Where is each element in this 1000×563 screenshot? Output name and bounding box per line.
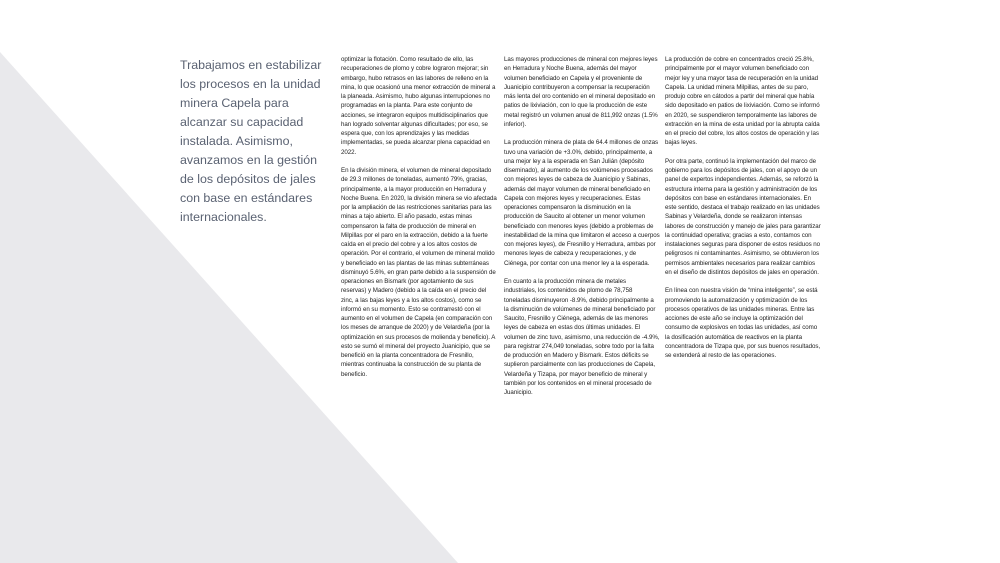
paragraph: optimizar la flotación. Como resultado de ello, las recuperaciones de plomo y cobre lograron mejorar; sin embargo, hubo retrasos en las labores de relleno en la mina, lo que ocasionó una menor extracción de mineral a la planeada. Asimismo, hubo algunas interrupciones no programadas en la planta. Para este conjunto de acciones, se integraron equipos multidisciplinarios que han logrado solventar algunas dificultades; por eso, se espera que, con los aprendizajes y las medidas implementadas, se pueda alcanzar plena capacidad en 2022. [341, 56, 496, 156]
paragraph: Las mayores producciones de mineral con mejores leyes en Herradura y Noche Buena, además del mayor volumen beneficiado en Capela y el proveniente de Juanicipio contribuyeron a compensar la recuperación más lenta del oro contenido en el mineral depositado en patios de lixiviación, con lo que la producción de este metal registró un volumen anual de 811,992 onzas (1.5% inferior). [504, 56, 658, 128]
paragraph: En línea con nuestra visión de “mina inteligente”, se está promoviendo la automatización y optimización de los procesos operativos de las unidades mineras. Entre las acciones de este año se incluye la optimización del consumo de explosivos en todas las unidades, así como la dosificación automática de reactivos en la planta concentradora de Tizapa que, por sus buenos resultados, se extenderá al resto de las operaciones. [665, 287, 821, 359]
paragraph: La producción de cobre en concentrados creció 25.8%, principalmente por el mayor volumen beneficiado con mejor ley y una mayor tasa de recuperación en la unidad Capela. La unidad minera Milpillas, antes de su paro, produjo cobre en cátodos a partir del mineral que había sido depositado en patios de lixiviación. Como se informó en 2020, se suspendieron temporalmente las labores de extracción en la mina de esta unidad por la abrupta caída en el precio del cobre, los altos costos de operación y las bajas leyes. [665, 56, 820, 147]
paragraph: Por otra parte, continuó la implementación del marco de gobierno para los depósitos de jales, con el apoyo de un panel de expertos independientes. Además, se reforzó la estructura interna para la gestión y administración de los depósitos con base en estándares internacionales. En este sentido, destaca el trabajo realizado en las unidades Sabinas y Velardeña, donde se realizaron intensas labores de construcción y manejo de jales para garantizar la continuidad operativa; gracias a esto, contamos con instalaciones seguras para disponer de estos residuos no peligrosos ni contaminantes. Asimismo, se obtuvieron los permisos ambientales necesarios para realizar cambios en el diseño de distintos depósitos de jales en operación. [665, 157, 821, 276]
text-column-3 [665, 55, 821, 370]
lead-statement: Trabajamos en estabilizar los procesos en la unidad minera Capela para alcanzar su capacidad instalada. Asimismo, avanzamos en la gestión de los depósitos de jales con base en estándares internacionales. [180, 58, 322, 224]
paragraph: En la división minera, el volumen de mineral depositado de 29.3 millones de toneladas, aumentó 79%, gracias, principalmente, a la mayor producción en Herradura y Noche Buena. En 2020, la división minera se vio afectada por la ampliación de las restricciones sanitarias para las minas a tajo abierto. El año pasado, estas minas compensaron la falta de producción de mineral en Milpillas por el paro en la extracción, debido a la fuerte caída en el precio del cobre y a los altos costos de operación. Por el contrario, el volumen de mineral molido y beneficiado en las plantas de las minas subterráneas disminuyó 5.6%, en gran parte debido a la suspensión de operaciones en Bismark (por agotamiento de sus reservas) y Madero (debido a la caída en el precio del zinc, a las bajas leyes y a los altos costos), como se informó en su momento. Esto se contrarrestó con el aumento en el volumen de Capela (en comparación con los meses de arranque de 2020) y de Velardeña (por la optimización en sus procesos de molienda y beneficio). A esto se sumó el mineral del proyecto Juanicipio, que se benefició en la planta concentradora de Fresnillo, mientras continuaba la construcción de su planta de beneficio. [341, 167, 497, 378]
paragraph: La producción minera de plata de 64.4 millones de onzas tuvo una variación de +3.0%, debido, principalmente, a una mejor ley a la esperada en San Julián (depósito diseminado), al aumento de los volúmenes procesados con mejores leyes de cabeza de Juanicipio y Sabinas, además del mayor volumen de mineral beneficiado en Capela con mejores leyes y recuperaciones. Estas operaciones compensaron la disminución en la producción de Saucito al obtener un menor volumen beneficiado con menores leyes (debido a problemas de inestabilidad de la mina que limitaron el acceso a cuerpos con mejores leyes), de Fresnillo y Herradura, ambas por menores leyes de cabeza y recuperaciones, y de Ciénega, por contar con una menor ley a la esperada. [504, 139, 660, 267]
text-column-1 [341, 55, 497, 388]
paragraph: En cuanto a la producción minera de metales industriales, los contenidos de plomo de 78,758 toneladas disminuyeron -8.9%, debido principalmente a la disminución de volúmenes de mineral beneficiado por Saucito, Fresnillo y Ciénega, además de las menores leyes de cabeza en estas dos últimas unidades. El volumen de zinc tuvo, asimismo, una reducción de -4.9%, para registrar 274,049 toneladas, sobre todo por la falta de producción en Madero y Bismark. Estos déficits se suplieron parcialmente con las producciones de Capela, Velardeña y Tizapa, por mayor beneficio de mineral y también por los contenidos en el mineral procesado de Juanicipio. [504, 278, 660, 396]
text-column-2 [504, 55, 660, 407]
